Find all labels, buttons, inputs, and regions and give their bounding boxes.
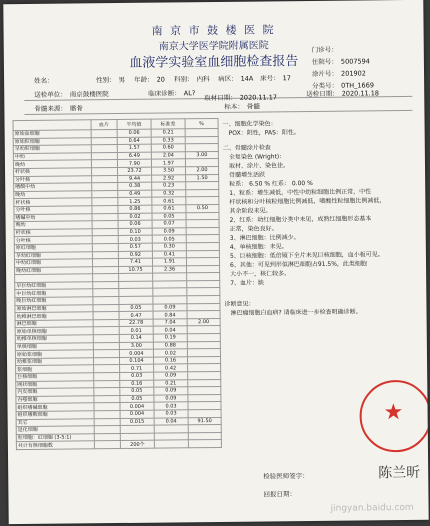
patient-dept: 科别： 内科 xyxy=(174,75,210,84)
findings-panel xyxy=(222,102,420,318)
table-cell: 0.60 xyxy=(151,144,185,152)
table-cell: 0.61 xyxy=(152,205,186,213)
conclusion-text: 淋巴瘤细胞白血病? 请临床进一步检查明确诊断。 xyxy=(230,308,362,317)
finding-line: 骨髓增生活跃 xyxy=(229,171,266,179)
table-cell: 0.71 xyxy=(120,365,154,373)
cell-type-label: 中巨幼红细胞 xyxy=(15,289,93,297)
table-cell: 0.21 xyxy=(154,379,188,387)
cell-type-label: 晚幼 xyxy=(14,221,92,229)
table-cell: 0.23 xyxy=(152,182,186,190)
cell-type-label: 杆状核 xyxy=(14,229,92,237)
table-cell: 7.04 xyxy=(153,319,187,327)
finding-line: 5、巨核细胞：低倍镜下全片未见巨核细胞，血小板可见。 xyxy=(229,251,384,260)
doctor-signature: 陈兰昕 xyxy=(378,464,421,482)
table-cell: 0.38 xyxy=(118,182,152,190)
table-cell: 22.78 xyxy=(119,319,153,327)
cell-type-label: 粒细胞：红细胞 (3-5:1) xyxy=(16,434,94,442)
table-cell: 0.32 xyxy=(152,190,186,198)
cytochem-result: POX：阴性，PAS：阳性。 xyxy=(228,129,300,137)
table-cell: 0.88 xyxy=(153,341,187,349)
cell-type-label: 网状细胞 xyxy=(16,380,94,388)
slide-no: 涂片号： 201902 xyxy=(311,69,366,78)
finding-line: 取材、涂片、染色佳。 xyxy=(228,162,290,170)
cell-type-label: 原始单核细胞 xyxy=(15,327,93,335)
table-cell: 0.01 xyxy=(119,327,153,335)
table-cell: 23.72 xyxy=(118,167,152,175)
table-cell: 0.104 xyxy=(119,357,153,365)
table-cell: 0.07 xyxy=(152,220,186,228)
table-cell: 0.41 xyxy=(152,250,186,258)
table-cell: 0.06 xyxy=(117,129,151,137)
table-row xyxy=(16,440,221,450)
table-cell: 0.14 xyxy=(119,334,153,342)
table-cell: 0.86 xyxy=(118,205,152,213)
clinic-no: 门诊号： xyxy=(311,45,338,54)
table-cell: 0.06 xyxy=(118,220,152,228)
table-cell: 1.97 xyxy=(151,159,185,167)
cell-type-label: 分叶核 xyxy=(14,175,92,183)
cell-type-label: 杆状核 xyxy=(14,168,92,176)
patient-bed: 床号： 17 xyxy=(260,74,291,83)
clinical-diagnosis: 临床诊断： AL? xyxy=(148,89,196,98)
cell-type-label: 淋巴细胞 xyxy=(15,320,93,328)
table-cell: 0.33 xyxy=(151,136,185,144)
table-cell: 0.64 xyxy=(117,137,151,145)
table-cell: 1.57 xyxy=(117,144,151,152)
table-cell: 0.16 xyxy=(153,357,187,365)
cell-type-label: 原始淋巴细胞 xyxy=(15,304,93,312)
cell-type-label: 分叶核 xyxy=(14,236,92,244)
table-cell: 0.05 xyxy=(120,395,154,403)
table-cell: 200个 xyxy=(120,440,154,448)
inpatient-no: 住院号： 5007594 xyxy=(311,57,370,66)
table-header-cell: 血片 xyxy=(91,120,117,130)
cell-type-label: 幼稚淋巴细胞 xyxy=(15,312,93,320)
cell-type-label: 杆状核 xyxy=(14,198,92,206)
report-paper xyxy=(3,0,428,524)
table-cell: 0.61 xyxy=(152,197,186,205)
table-cell: 0.09 xyxy=(152,228,186,236)
patient-ward: 病区： 14A xyxy=(218,74,254,83)
stain-method: 全复染色 (Wright)： xyxy=(228,153,286,161)
table-cell: 2.00 xyxy=(186,166,219,174)
table-cell: 0.04 xyxy=(153,326,187,334)
table-cell: 91.50 xyxy=(188,417,221,425)
table-cell: 0.42 xyxy=(154,364,188,372)
table-cell: 0.03 xyxy=(154,410,188,418)
table-cell: 0.05 xyxy=(152,235,186,243)
cell-type-label: 晚巨幼红细胞 xyxy=(15,297,93,305)
specimen-type: 标本： 骨髓 xyxy=(224,102,260,111)
cell-type-label: 共计有核细胞数 xyxy=(16,441,94,449)
cell-type-label: 幼稚单核细胞 xyxy=(15,335,93,343)
cell-type-label: 原红细胞 xyxy=(14,244,92,252)
cell-type-label: 晚幼 xyxy=(13,160,91,168)
hospital-name: 南 京 市 鼓 楼 医 院 xyxy=(151,23,276,38)
finding-line: 杆状核和分叶核粒细胞比例减低，嗜酸性粒细胞比例减低， xyxy=(229,197,386,206)
signer-label: 检验医师签字： xyxy=(263,472,309,481)
table-cell: 0.09 xyxy=(154,372,188,380)
report-date: 送检日期： 2020.11.18 xyxy=(306,89,380,99)
patient-name: 姓名： xyxy=(34,76,54,85)
table-cell: 0.57 xyxy=(118,243,152,251)
cell-type-label: 原始浆细胞 xyxy=(15,350,93,358)
table-cell: 6.49 xyxy=(117,152,151,160)
smear-heading: 二、骨髓涂片检查 xyxy=(222,144,271,152)
cell-type-label: 嗜碱中幼 xyxy=(14,213,92,221)
patient-age: 年龄： 20 xyxy=(134,75,165,84)
cell-type-label: 嗜酸中幼 xyxy=(14,183,92,191)
report-date-label: 回报日期： xyxy=(263,490,296,499)
patient-sex: 性别： 男 xyxy=(96,75,126,85)
table-cell: 0.92 xyxy=(118,251,152,259)
table-cell: 0.09 xyxy=(154,387,188,395)
table-cell: 0.015 xyxy=(120,418,154,426)
class-no: 分类号： 0TH_1669 xyxy=(312,81,374,90)
cell-type-label: 早幼红细胞 xyxy=(14,251,92,259)
table-cell: 3.50 xyxy=(152,167,186,175)
cell-type-label: 其它 xyxy=(16,418,94,426)
cell-type-label: 幼稚浆细胞 xyxy=(15,358,93,366)
cell-type-label: 内皮细胞 xyxy=(16,388,94,396)
table-cell: 0.03 xyxy=(154,402,188,410)
table-cell: 7.90 xyxy=(117,160,151,168)
cell-type-label: 组织嗜碱细胞 xyxy=(16,403,94,411)
cell-type-label: 早幼粒细胞 xyxy=(13,145,91,153)
table-cell xyxy=(94,441,120,449)
table-cell: 0.05 xyxy=(119,304,153,312)
table-cell: 9.44 xyxy=(118,175,152,183)
table-cell: 0.84 xyxy=(153,311,187,319)
table-cell: 0.50 xyxy=(186,204,219,212)
table-cell: 0.09 xyxy=(153,303,187,311)
cell-type-label: 原始粒细胞 xyxy=(13,137,91,145)
hospital-affiliation: 南京大学医学院附属医院 xyxy=(158,40,269,53)
watermark: jingyan.baidu.com xyxy=(330,502,414,514)
report-title: 血液学实验室血细胞检查报告 xyxy=(129,54,299,71)
table-cell: 1.50 xyxy=(186,174,219,182)
table-cell: 3.00 xyxy=(185,151,218,159)
cell-type-label: 吞噬细胞 xyxy=(16,396,94,404)
table-cell: 1.25 xyxy=(118,198,152,206)
cell-count-table xyxy=(13,118,222,450)
table-cell: 0.10 xyxy=(118,228,152,236)
finding-line: 3、淋巴细胞：比例减少。 xyxy=(229,234,300,242)
finding-line: 大小不一，核仁较多。 xyxy=(230,270,291,278)
table-cell: 10.75 xyxy=(119,266,153,274)
table-cell: 0.004 xyxy=(120,403,154,411)
cell-type-label: 浆细胞 xyxy=(16,365,94,373)
table-cell: 0.03 xyxy=(118,235,152,243)
table-cell xyxy=(188,440,221,448)
table-cell: 0.09 xyxy=(154,395,188,403)
finding-line: 7、血片：缺 xyxy=(230,279,265,287)
table-cell: 0.004 xyxy=(119,349,153,357)
table-cell: 0.02 xyxy=(153,349,187,357)
table-cell: 0.04 xyxy=(154,417,188,425)
star-icon: ★ xyxy=(383,400,404,426)
table-cell: 0.05 xyxy=(120,387,154,395)
finding-line: 粒系： 6.50 % 红系： 0.00 % xyxy=(229,179,313,188)
cell-type-label: 中幼红细胞 xyxy=(14,259,92,267)
hospital-stamp xyxy=(359,380,428,453)
table-cell: 0.21 xyxy=(151,129,185,137)
table-cell: 0.30 xyxy=(152,243,186,251)
table-cell: 2.00 xyxy=(187,318,220,326)
cell-type-label: 组织嗜酸细胞 xyxy=(16,411,94,419)
finding-line: 正常，染色良好。 xyxy=(229,225,278,233)
finding-line: 其余阶段未见。 xyxy=(229,207,272,215)
table-header-cell: 平均值 xyxy=(117,119,151,129)
cell-type-label: 晚幼 xyxy=(14,191,92,199)
finding-line: 6、其他：可见到形似淋巴细胞占91.5%，此类细胞 xyxy=(229,260,367,269)
cell-type-label: 中幼 xyxy=(13,153,91,161)
table-header-cell: 标准差 xyxy=(151,119,185,129)
table-cell: 0.49 xyxy=(118,190,152,198)
table-header-cell: % xyxy=(185,118,218,128)
table-cell: 0.19 xyxy=(153,334,187,342)
finding-line: 1、粒系：增生减低，中性中幼粒细胞比例正常，中性 xyxy=(229,188,372,197)
table-cell: 2.92 xyxy=(152,174,186,182)
table-cell: 0.02 xyxy=(118,213,152,221)
cell-type-label: 退化细胞 xyxy=(16,426,94,434)
table-cell: 2.04 xyxy=(151,152,185,160)
table-cell: 7.41 xyxy=(118,258,152,266)
finding-line: 4、单核细胞：未见。 xyxy=(229,243,288,251)
cytochem-heading: 一、细胞化学染色： xyxy=(222,120,277,128)
table-cell: 3.00 xyxy=(119,342,153,350)
cell-type-label: 晚幼红细胞 xyxy=(15,266,93,274)
table-cell xyxy=(154,440,188,448)
cell-type-label: 早巨幼红细胞 xyxy=(15,282,93,290)
cell-type-label: 巨核细胞 xyxy=(16,373,94,381)
cell-type-label: 单核细胞 xyxy=(15,342,93,350)
sample-date: 取材日期： 2020.11.17 xyxy=(204,93,278,103)
table-cell: 0.03 xyxy=(120,372,154,380)
conclusion-heading: 诊断意见： xyxy=(224,300,255,308)
table-cell: 0.05 xyxy=(152,212,186,220)
table-cell: 1.91 xyxy=(152,258,186,266)
table-cell: 0.004 xyxy=(120,410,154,418)
table-cell: 0.16 xyxy=(120,380,154,388)
table-cell: 2.36 xyxy=(153,265,187,273)
table-cell: 0.47 xyxy=(119,311,153,319)
cell-type-label: 原始血细胞 xyxy=(13,130,91,138)
specimen-source: 骨髓来源： 髂骨 xyxy=(34,104,83,113)
cell-type-label: 分叶核 xyxy=(14,206,92,214)
finding-line: 2、红系：幼红细胞分类中未见，成熟红细胞形态基本 xyxy=(229,215,372,224)
send-unit: 送检单位： 南京鼓楼医院 xyxy=(34,90,109,99)
